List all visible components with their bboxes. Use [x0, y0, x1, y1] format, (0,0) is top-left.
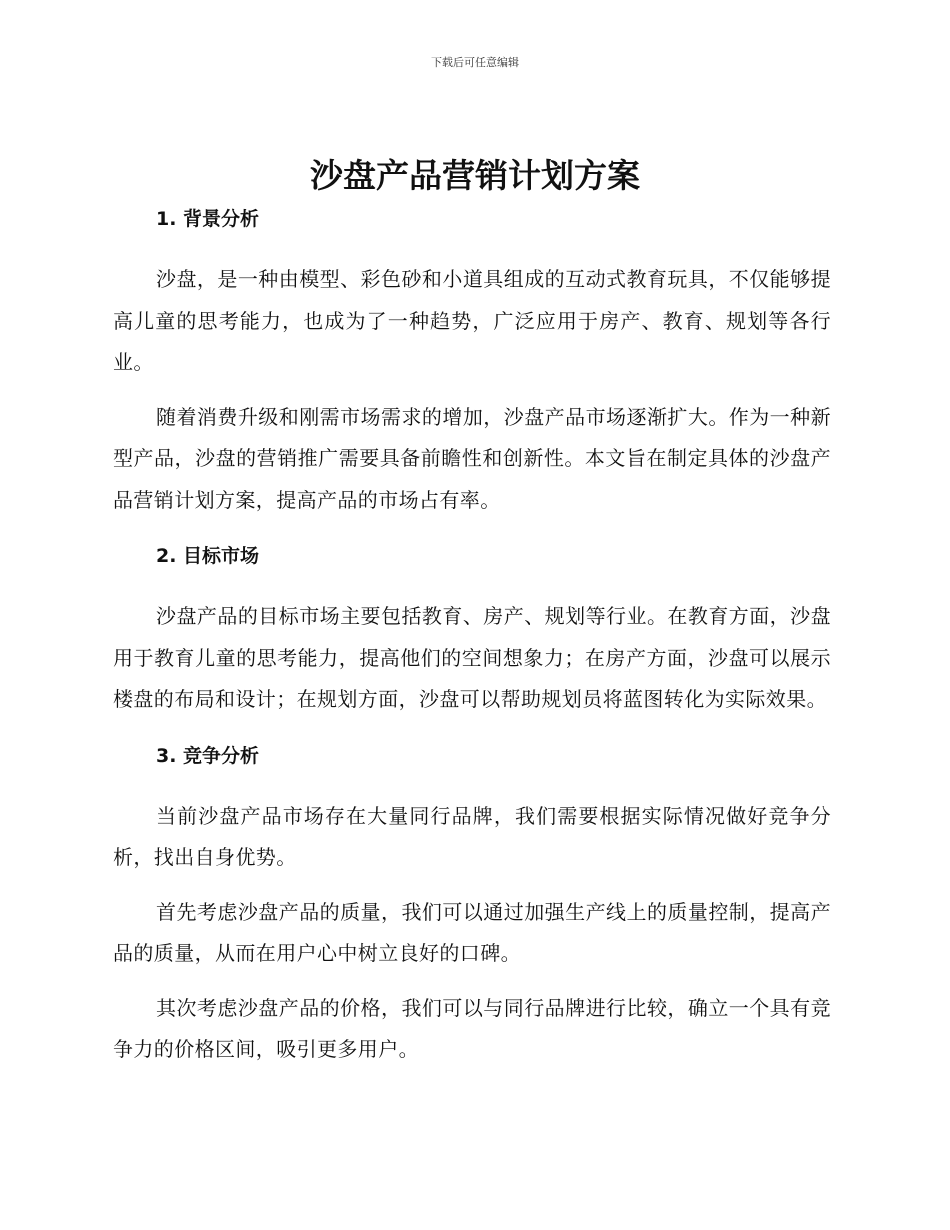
paragraph: 沙盘，是一种由模型、彩色砂和小道具组成的互动式教育玩具，不仅能够提高儿童的思考能力，也成为了一种趋势，广泛应用于房产、教育、规划等各行业。 [113, 267, 831, 374]
document-title: 沙盘产品营销计划方案 [310, 156, 640, 195]
section-heading-background: 1. 背景分析 [156, 208, 260, 230]
paragraph: 其次考虑沙盘产品的价格，我们可以与同行品牌进行比较，确立一个具有竞争力的价格区间，吸引更多用户。 [113, 995, 831, 1061]
document-body [113, 200, 831, 1071]
page-header-note: 下载后可任意编辑 [431, 56, 519, 69]
section-heading-competition: 3. 竞争分析 [156, 744, 260, 767]
paragraph: 沙盘产品的目标市场主要包括教育、房产、规划等行业。在教育方面，沙盘用于教育儿童的思考能力，提高他们的空间想象力；在房产方面，沙盘可以展示楼盘的布局和设计；在规划方面，沙盘可以帮助规划员将蓝图转化为实际效果。 [113, 604, 831, 711]
paragraph: 随着消费升级和刚需市场需求的增加，沙盘产品市场逐渐扩大。作为一种新型产品，沙盘的营销推广需要具备前瞻性和创新性。本文旨在制定具体的沙盘产品营销计划方案，提高产品的市场占有率。 [113, 404, 831, 512]
section-heading-target-market: 2. 目标市场 [156, 545, 260, 567]
paragraph: 首先考虑沙盘产品的质量，我们可以通过加强生产线上的质量控制，提高产品的质量，从而在用户心中树立良好的口碑。 [113, 899, 831, 965]
paragraph: 当前沙盘产品市场存在大量同行品牌，我们需要根据实际情况做好竞争分析，找出自身优势。 [113, 803, 831, 869]
